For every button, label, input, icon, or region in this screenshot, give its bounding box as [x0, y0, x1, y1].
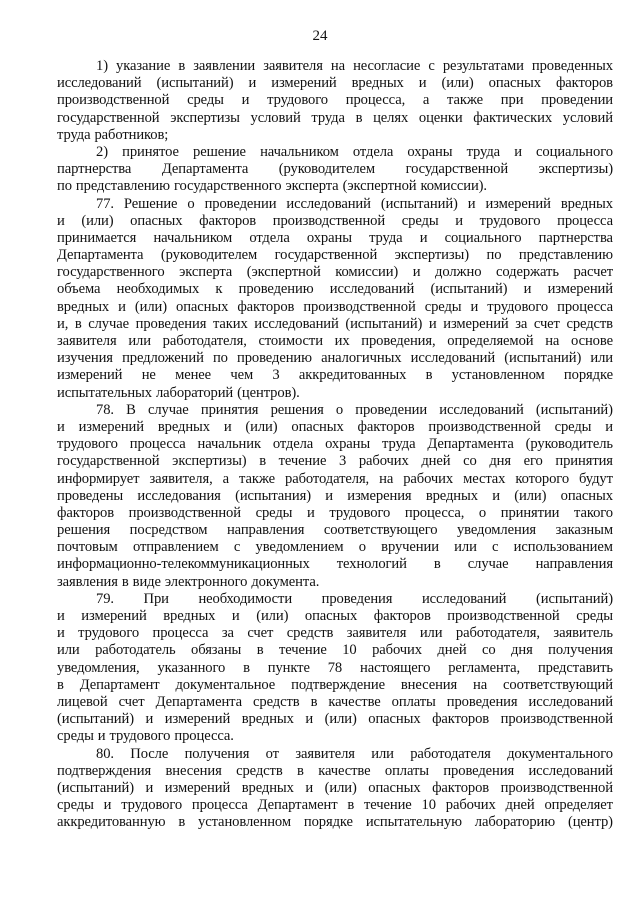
text-line: партнерства Департамента (руководителем государственной экспертизы) — [57, 161, 613, 178]
text-line: информирует заявителя, а также работодателя, на рабочих местах которого будут — [57, 470, 613, 487]
text-line: подтверждения внесения средств в качестве оплаты проведения исследований — [57, 762, 613, 779]
text-line: принимается начальником отдела охраны труда и социального партнерства — [57, 229, 613, 246]
text-line: объема необходимых к проведению исследований (испытаний) и измерений — [57, 281, 613, 298]
text-line: 80. После получения от заявителя или работодателя документального — [96, 745, 613, 762]
text-line: измерений не менее чем 3 аккредитованных в установленном порядке — [57, 367, 613, 384]
paragraph-clause-79 — [57, 591, 613, 746]
text-line: проведены исследования (испытания) и измерения вредных и (или) опасных — [57, 487, 613, 504]
text-line: почтовым отправлением с уведомлением о вручении или с использованием — [57, 539, 613, 556]
text-line: (испытаний) и измерений вредных и (или) опасных факторов производственной — [57, 711, 613, 728]
text-line: среды и трудового процесса Департамент в течение 10 рабочих дней определяет — [57, 797, 613, 814]
text-line: по представлению государственного эксперта (экспертной комиссии). — [57, 178, 487, 195]
text-line: аккредитованную в установленном порядке испытательную лабораторию (центр) — [57, 814, 613, 831]
text-line: и измерений вредных и (или) опасных факторов производственной среды — [57, 608, 613, 624]
text-line: государственной экспертизы) в течение 3 рабочих дней со дня его принятия — [57, 453, 613, 470]
text-line: информационно-телекоммуникационных технологий в случае направления — [57, 556, 613, 573]
text-line: производственной среды и трудового процесса, а также при проведении — [57, 92, 613, 109]
text-line: решения посредством направления соответствующего уведомления заказным — [57, 522, 613, 539]
text-line: среды и трудового процесса. — [57, 728, 234, 745]
text-line: лицевой счет Департамента средств в качестве оплаты проведения исследований — [57, 693, 613, 710]
text-line: заявителя или работодателя, стоимости их проведения, определяемой на основе — [57, 333, 613, 349]
paragraph-clause-77 — [57, 196, 613, 402]
document-body — [57, 58, 613, 831]
text-line: 1) указание в заявлении заявителя на несогласие с результатами проведенных — [96, 58, 613, 74]
text-line: 79. При необходимости проведения исследований (испытаний) — [96, 590, 613, 607]
paragraph-item-1 — [57, 58, 613, 144]
text-line: уведомления, указанного в пункте 78 настоящего регламента, представить — [57, 659, 613, 676]
text-line: (испытаний) и измерений вредных и (или) опасных факторов производственной — [57, 779, 613, 796]
text-line: испытательных лабораторий (центров). — [57, 384, 300, 401]
text-line: и (или) опасных факторов производственной среды и трудового процесса — [57, 212, 613, 229]
text-line: исследований (испытаний) и измерений вредных и (или) опасных факторов — [57, 75, 613, 92]
text-line: 78. В случае принятия решения о проведении исследований (испытаний) — [96, 401, 613, 418]
text-line: государственной экспертизы условий труда в целях оценки фактических условий — [57, 109, 613, 126]
text-line: и, в случае проведения таких исследований (испытаний) и измерений за счет средств — [57, 315, 613, 332]
text-line: и измерений вредных и (или) опасных факторов производственной среды и — [57, 418, 613, 435]
paragraph-item-2 — [57, 144, 613, 196]
paragraph-clause-78 — [57, 402, 613, 591]
text-line: 77. Решение о проведении исследований (испытаний) и измерений вредных — [96, 195, 613, 212]
text-line: и трудового процесса за счет средств заявителя или работодателя, заявитель — [57, 625, 613, 642]
text-line: изучения предложений по проведению аналогичных исследований (испытаний) или — [57, 350, 613, 367]
text-line: Департамента (руководителем государственной экспертизы) по представлению — [57, 247, 613, 264]
text-line: государственного эксперта (экспертной комиссии) и должно содержать расчет — [57, 264, 613, 281]
text-line: вредных и (или) опасных факторов производственной среды и трудового процесса — [57, 298, 613, 315]
text-line: труда работников; — [57, 126, 169, 143]
text-line: или работодатель обязаны в течение 10 рабочих дней со дня получения — [57, 642, 613, 659]
text-line: заявления в виде электронного документа. — [57, 573, 320, 590]
text-line: трудового процесса начальник отдела охраны труда Департамента (руководитель — [57, 436, 613, 453]
page-number: 24 — [312, 28, 328, 44]
text-line: в Департамент документальное подтверждение внесения на соответствующий — [57, 676, 613, 693]
paragraph-clause-80 — [57, 746, 613, 832]
text-line: факторов производственной среды и трудового процесса, о принятии такого — [57, 504, 613, 521]
text-line: 2) принятое решение начальником отдела охраны труда и социального — [96, 143, 613, 160]
